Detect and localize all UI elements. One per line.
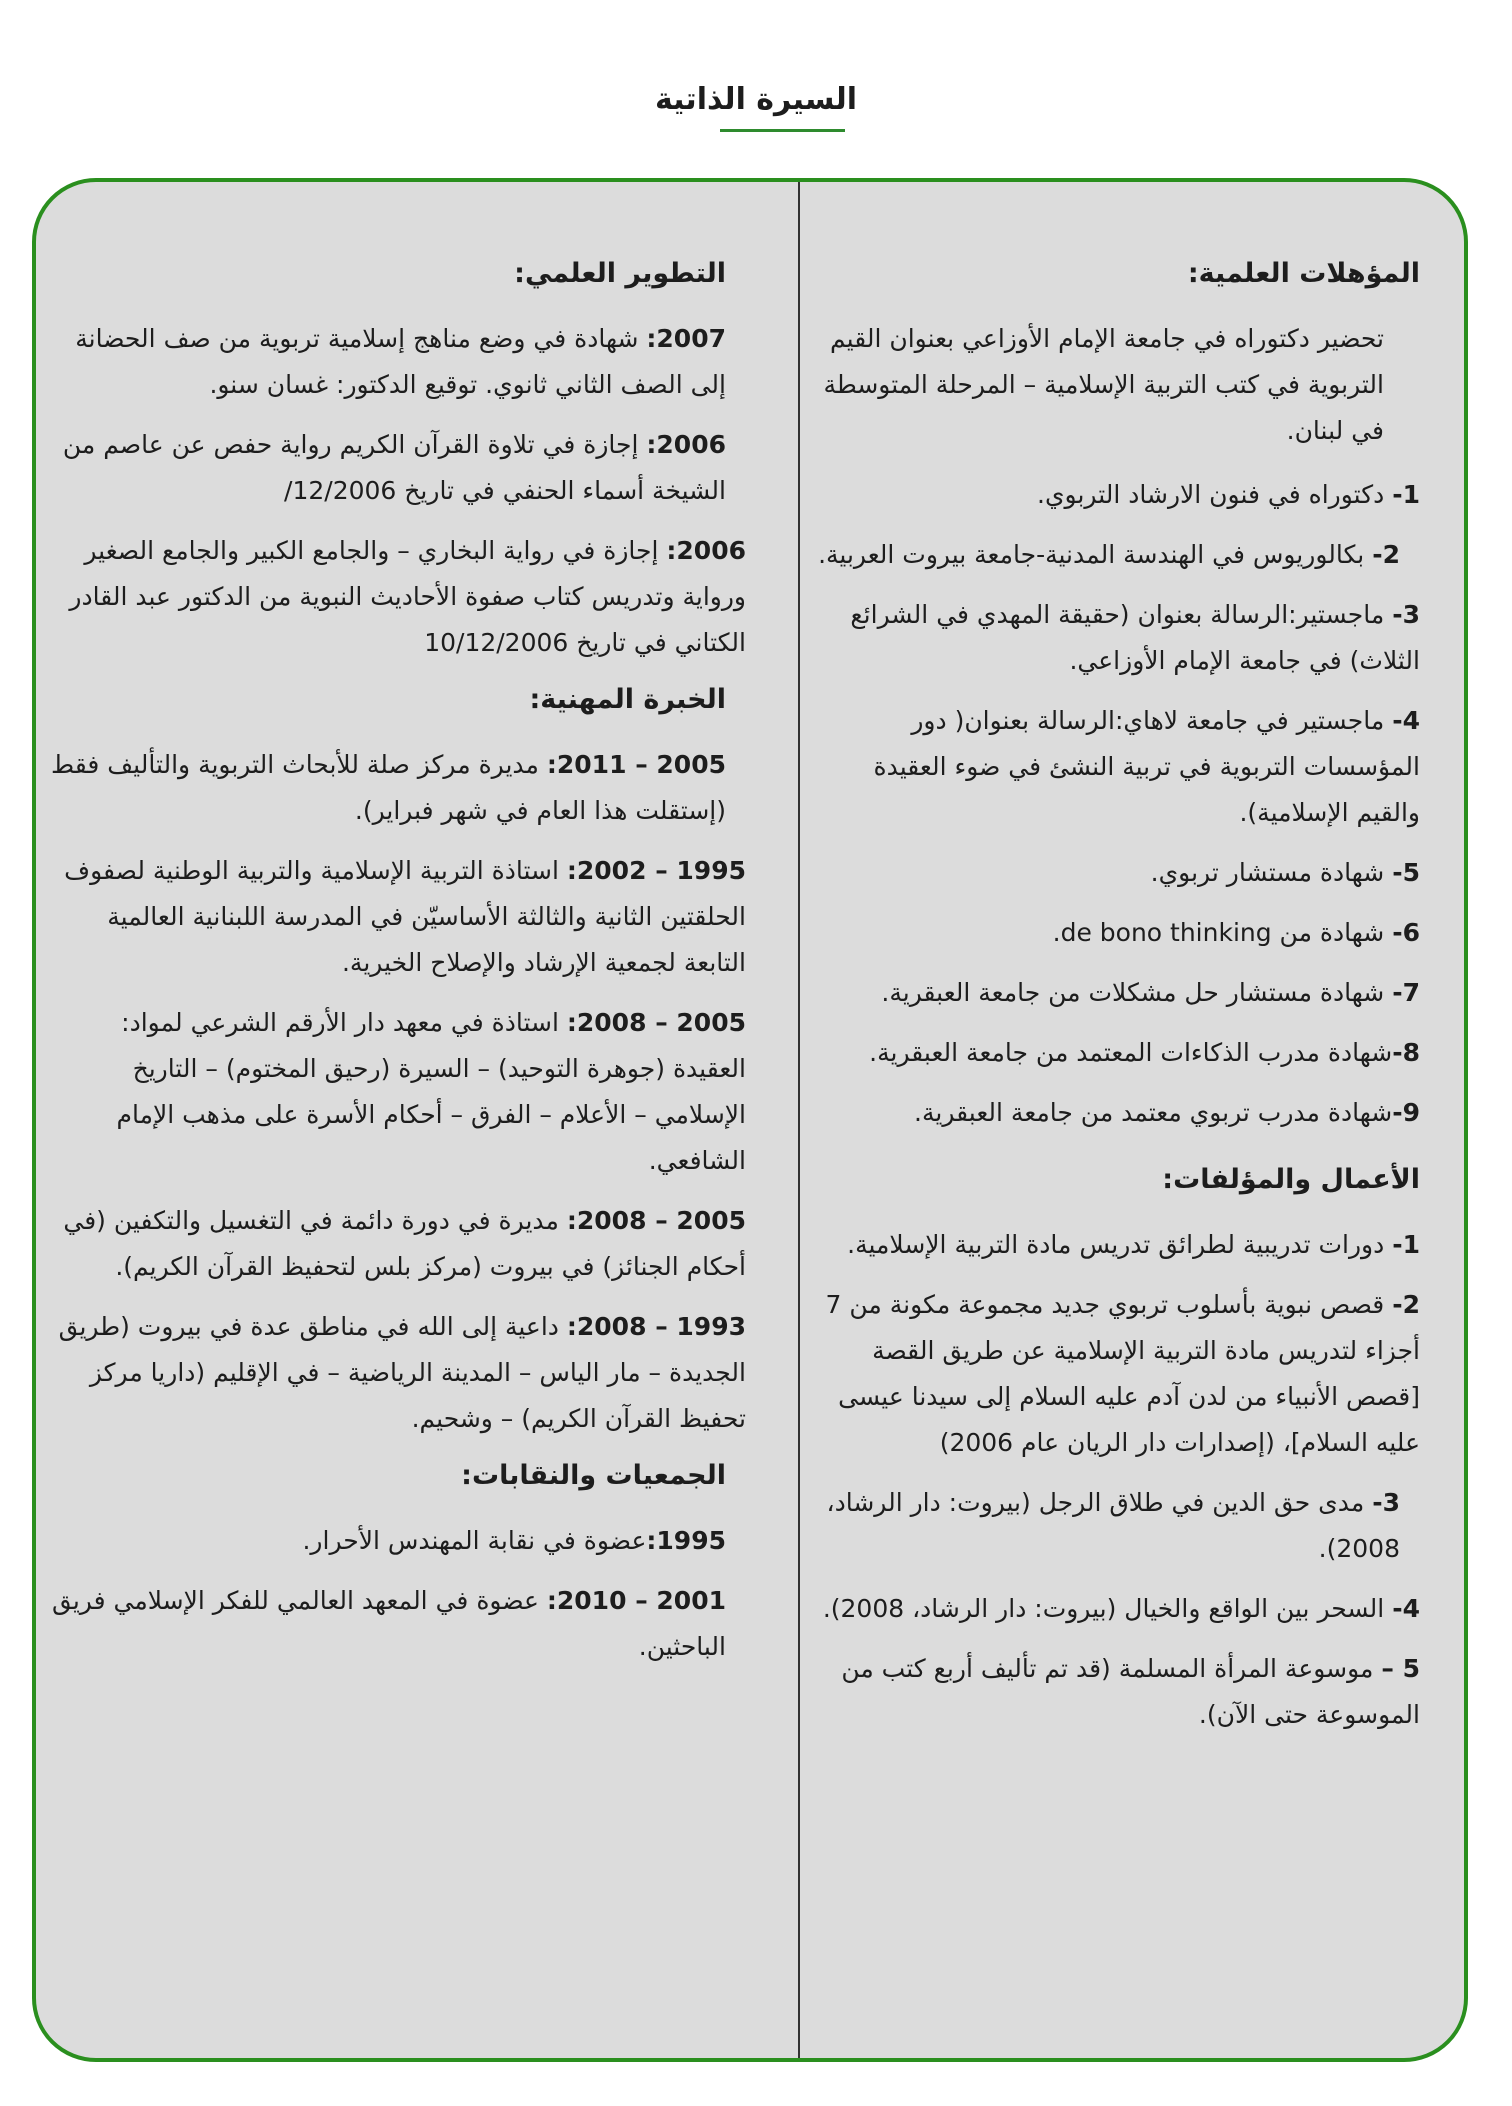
qualification-item [808, 850, 1420, 896]
work-item [808, 1646, 1420, 1738]
item-text: استاذة في معهد دار الأرقم الشرعي لمواد: العقيدة (جوهرة التوحيد) – السيرة (رحيق المختوم) – التاريخ الإسلامي – الأعلام – الفرق – أحكام الأسرة على مذهب الإمام الشافعي. [116, 1008, 746, 1175]
work-item [808, 1222, 1420, 1268]
qualification-item [808, 970, 1420, 1016]
item-text: شهادة مستشار تربوي. [1150, 858, 1385, 887]
item-number: 7- [1392, 978, 1420, 1007]
item-text: ماجستير في جامعة لاهاي:الرسالة بعنوان( دور المؤسسات التربوية في تربية النشئ في ضوء العقيدة والقيم الإسلامية). [873, 706, 1420, 827]
item-year: 2006: [646, 430, 726, 459]
item-text: استاذة التربية الإسلامية والتربية الوطنية لصفوف الحلقتين الثانية والثالثة الأساسيّن في المدرسة اللبنانية العالمية التابعة لجمعية الإرشاد والإصلاح الخيرية. [64, 856, 746, 977]
experience-item [44, 1304, 746, 1442]
item-text: شهادة من de bono thinking. [1052, 918, 1385, 947]
item-year: 1995: [646, 1526, 726, 1555]
work-item [808, 1282, 1420, 1466]
item-text: داعية إلى الله في مناطق عدة في بيروت (طريق الجديدة – مار الياس – المدينة الرياضية – في الإقليم (داريا مركز تحفيظ القرآن الكريم) – وشحيم. [58, 1312, 746, 1433]
qualification-item [808, 472, 1420, 518]
qualification-item [808, 532, 1420, 578]
qualification-item [808, 698, 1420, 836]
item-year: 2001 – 2010: [546, 1586, 726, 1615]
item-text: بكالوريوس في الهندسة المدنية-جامعة بيروت العربية. [818, 540, 1365, 569]
work-item [808, 1586, 1420, 1632]
item-text: إجازة في تلاوة القرآن الكريم رواية حفص عن عاصم من الشيخة أسماء الحنفي في تاريخ 12/2006/ [62, 430, 726, 505]
item-number: 3- [1392, 600, 1420, 629]
item-text: موسوعة المرأة المسلمة (قد تم تأليف أربع كتب من الموسوعة حتى الآن). [841, 1654, 1420, 1729]
experience-heading: الخبرة المهنية: [529, 684, 726, 715]
item-number: 3- [1372, 1488, 1400, 1517]
item-text: السحر بين الواقع والخيال (بيروت: دار الرشاد، 2008). [822, 1594, 1385, 1623]
item-year: 2005 – 2008: [566, 1008, 746, 1037]
experience-item [44, 742, 746, 834]
association-item [44, 1578, 746, 1670]
experience-item [44, 1000, 746, 1184]
works-heading: الأعمال والمؤلفات: [1162, 1164, 1420, 1195]
item-text: دورات تدريبية لطرائق تدريس مادة التربية الإسلامية. [847, 1230, 1385, 1259]
item-year: 1993 – 2008: [566, 1312, 746, 1341]
item-year: 2006: [666, 536, 746, 565]
item-year: 2007: [646, 324, 726, 353]
item-number: 4- [1392, 1594, 1420, 1623]
item-number: 2- [1392, 1290, 1420, 1319]
item-year: 1995 – 2002: [566, 856, 746, 885]
item-text: إجازة في رواية البخاري – والجامع الكبير والجامع الصغير ورواية وتدريس كتاب صفوة الأحاديث النبوية من الدكتور عبد القادر الكتاني في تاريخ 10/12/2006 [69, 536, 746, 657]
work-item [808, 1480, 1420, 1572]
item-number: 1- [1392, 1230, 1420, 1259]
item-text: شهادة مدرب تربوي معتمد من جامعة العبقرية. [914, 1098, 1393, 1127]
qualification-item [808, 1030, 1420, 1076]
item-number: 9- [1392, 1098, 1420, 1127]
item-number: 8- [1392, 1038, 1420, 1067]
qualification-item [808, 592, 1420, 684]
item-text: شهادة في وضع مناهج إسلامية تربوية من صف الحضانة إلى الصف الثاني ثانوي. توقيع الدكتور: غسان سنو. [75, 324, 726, 399]
qualifications-heading: المؤهلات العلمية: [1187, 258, 1420, 289]
associations-heading: الجمعيات والنقابات: [461, 1460, 726, 1491]
development-heading: التطوير العلمي: [514, 258, 726, 289]
item-number: 5 – [1381, 1654, 1420, 1683]
cv-frame [32, 178, 1468, 2062]
item-text: مديرة في دورة دائمة في التغسيل والتكفين (في أحكام الجنائز) في بيروت (مركز بلس لتحفيظ القرآن الكريم). [63, 1206, 746, 1281]
development-item [44, 422, 746, 514]
item-number: 2- [1372, 540, 1400, 569]
item-text: عضوة في نقابة المهندس الأحرار. [302, 1526, 647, 1555]
item-number: 5- [1392, 858, 1420, 887]
qualification-item [808, 910, 1420, 956]
left-column [36, 182, 766, 1684]
item-text: عضوة في المعهد العالمي للفكر الإسلامي فريق الباحثين. [51, 1586, 726, 1661]
item-year: 2005 – 2011: [546, 750, 726, 779]
item-text: شهادة مستشار حل مشكلات من جامعة العبقرية. [881, 978, 1385, 1007]
item-text: دكتوراه في فنون الارشاد التربوي. [1037, 480, 1385, 509]
page-title: السيرة الذاتية [654, 82, 857, 117]
item-text: شهادة مدرب الذكاءات المعتمد من جامعة العبقرية. [869, 1038, 1393, 1067]
title-underline [720, 129, 845, 132]
item-number: 4- [1392, 706, 1420, 735]
item-number: 6- [1392, 918, 1420, 947]
development-item [44, 528, 746, 666]
item-text: ماجستير:الرسالة بعنوان (حقيقة المهدي في الشرائع الثلاث) في جامعة الإمام الأوزاعي. [850, 600, 1420, 675]
item-text: مديرة مركز صلة للأبحاث التربوية والتأليف فقط (إستقلت هذا العام في شهر فبراير). [51, 750, 726, 825]
development-item [44, 316, 746, 408]
association-item [44, 1518, 746, 1564]
item-text: مدى حق الدين في طلاق الرجل (بيروت: دار الرشاد، 2008). [826, 1488, 1400, 1563]
item-number: 1- [1392, 480, 1420, 509]
item-year: 2005 – 2008: [566, 1206, 746, 1235]
experience-item [44, 1198, 746, 1290]
qualifications-intro: تحضير دكتوراه في جامعة الإمام الأوزاعي بعنوان القيم التربوية في كتب التربية الإسلامية – المرحلة المتوسطة في لبنان. [823, 324, 1384, 445]
item-text: قصص نبوية بأسلوب تربوي جديد مجموعة مكونة من 7 أجزاء لتدريس مادة التربية الإسلامية عن طريق القصة [قصص الأنبياء من لدن آدم عليه السلام إلى سيدنا عيسى عليه السلام]، (إصدارات دار الريان عام 2006) [825, 1290, 1420, 1457]
experience-item [44, 848, 746, 986]
right-column [792, 182, 1464, 1752]
qualification-item [808, 1090, 1420, 1136]
